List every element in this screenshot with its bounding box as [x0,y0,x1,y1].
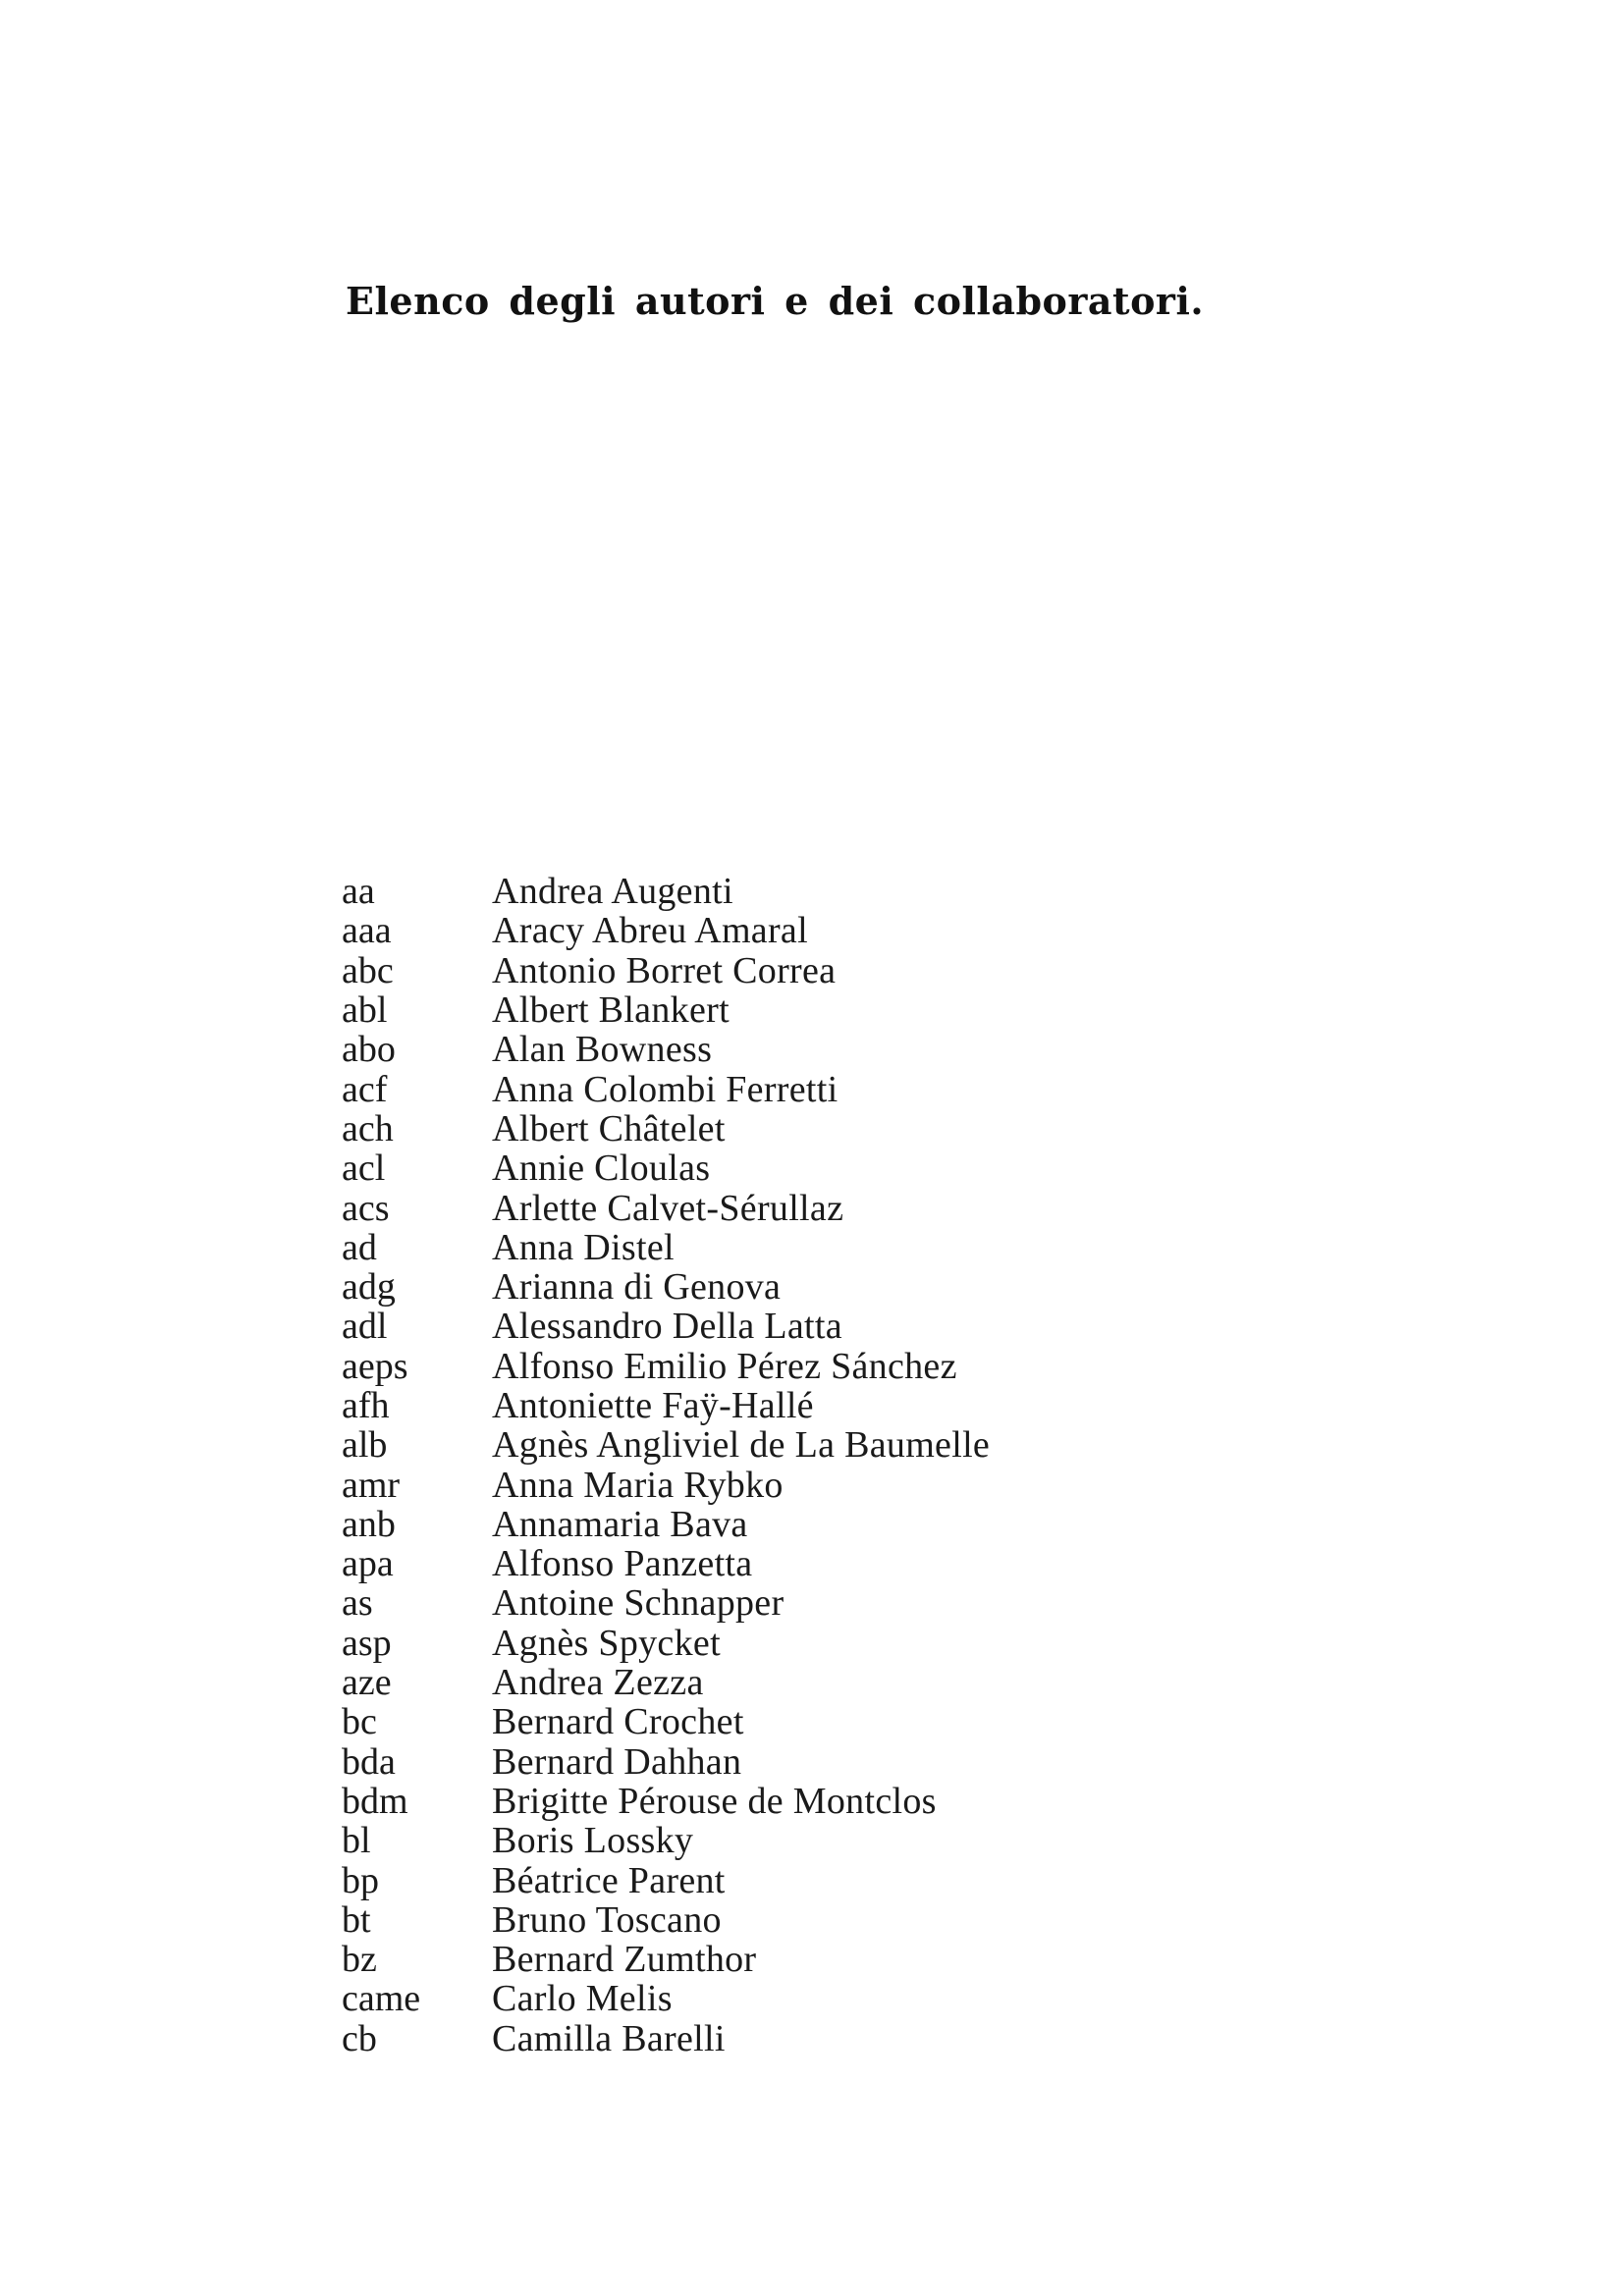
author-row [342,1030,990,1069]
author-row [342,1782,990,1821]
author-row [342,2019,990,2058]
author-abbreviation: asp [342,1622,392,1664]
author-abbreviation: acl [342,1148,386,1190]
author-name: Alfonso Panzetta [492,1543,753,1585]
author-row [342,1228,990,1267]
author-abbreviation: bz [342,1939,377,1981]
author-name: Annamaria Bava [492,1503,748,1545]
author-abbreviation: aa [342,871,375,913]
author-name: Bruno Toscano [492,1898,722,1941]
author-row [342,872,990,911]
author-name: Albert Châtelet [492,1107,726,1149]
author-name: Brigitte Pérouse de Montclos [492,1780,937,1822]
author-row [342,951,990,990]
author-row [342,1702,990,1741]
author-abbreviation: abl [342,989,388,1032]
author-row [342,1544,990,1583]
author-abbreviation: bt [342,1898,371,1941]
author-name: Bernard Crochet [492,1701,744,1743]
author-row [342,1900,990,1940]
author-abbreviation: bc [342,1701,377,1743]
author-name: Albert Blankert [492,989,730,1032]
author-row [342,990,990,1030]
author-abbreviation: bdm [342,1780,408,1822]
author-name: Arianna di Genova [492,1266,782,1308]
author-name: Bernard Dahhan [492,1740,742,1783]
author-name: Anna Maria Rybko [492,1464,784,1506]
author-abbreviation: acs [342,1187,390,1229]
author-abbreviation: abo [342,1029,396,1071]
author-row [342,1663,990,1702]
author-abbreviation: cb [342,2017,377,2059]
author-name: Agnès Spycket [492,1622,721,1664]
author-row [342,911,990,950]
author-name: Antoine Schnapper [492,1582,784,1625]
author-name: Alan Bowness [492,1029,713,1071]
author-row [342,1148,990,1188]
author-row [342,1188,990,1227]
author-abbreviation: adg [342,1266,396,1308]
author-abbreviation: bl [342,1820,371,1862]
author-row [342,1069,990,1108]
author-name: Alessandro Della Latta [492,1306,842,1348]
author-name: Antonio Borret Correa [492,949,837,991]
author-abbreviation: anb [342,1503,396,1545]
author-name: Arlette Calvet-Sérullaz [492,1187,844,1229]
author-name: Boris Lossky [492,1820,694,1862]
author-row [342,1109,990,1148]
author-abbreviation: ad [342,1226,377,1268]
author-abbreviation: apa [342,1543,394,1585]
author-name: Andrea Zezza [492,1662,704,1704]
author-row [342,1307,990,1346]
author-abbreviation: aaa [342,910,392,952]
author-row [342,1505,990,1544]
author-name: Agnès Angliviel de La Baumelle [492,1424,991,1467]
author-abbreviation: amr [342,1464,401,1506]
author-row [342,1742,990,1782]
author-abbreviation: acf [342,1068,388,1110]
author-abbreviation: as [342,1582,373,1625]
author-name: Béatrice Parent [492,1859,726,1901]
author-row [342,1583,990,1623]
author-abbreviation: bp [342,1859,379,1901]
author-name: Annie Cloulas [492,1148,711,1190]
author-abbreviation: aeps [342,1345,408,1387]
page-title: Elenco degli autori e dei collaboratori. [346,279,1205,323]
author-list [342,872,990,2058]
author-name: Camilla Barelli [492,2017,726,2059]
author-name: Andrea Augenti [492,871,733,913]
author-row [342,1347,990,1386]
author-row [342,1386,990,1425]
author-row [342,1979,990,2018]
author-abbreviation: aze [342,1662,392,1704]
author-name: Bernard Zumthor [492,1939,757,1981]
author-abbreviation: bda [342,1740,396,1783]
author-abbreviation: afh [342,1385,390,1426]
author-name: Carlo Melis [492,1978,673,2020]
author-row [342,1465,990,1504]
author-abbreviation: abc [342,949,394,991]
author-abbreviation: adl [342,1306,388,1348]
author-name: Alfonso Emilio Pérez Sánchez [492,1345,957,1387]
author-row [342,1267,990,1307]
author-name: Antoniette Faÿ-Hallé [492,1385,814,1426]
author-row [342,1821,990,1860]
author-name: Anna Colombi Ferretti [492,1068,839,1110]
author-row [342,1425,990,1465]
author-row [342,1860,990,1899]
author-abbreviation: alb [342,1424,388,1467]
author-abbreviation: came [342,1978,421,2020]
author-row [342,1940,990,1979]
author-row [342,1624,990,1663]
author-name: Anna Distel [492,1226,675,1268]
author-abbreviation: ach [342,1107,394,1149]
author-name: Aracy Abreu Amaral [492,910,808,952]
